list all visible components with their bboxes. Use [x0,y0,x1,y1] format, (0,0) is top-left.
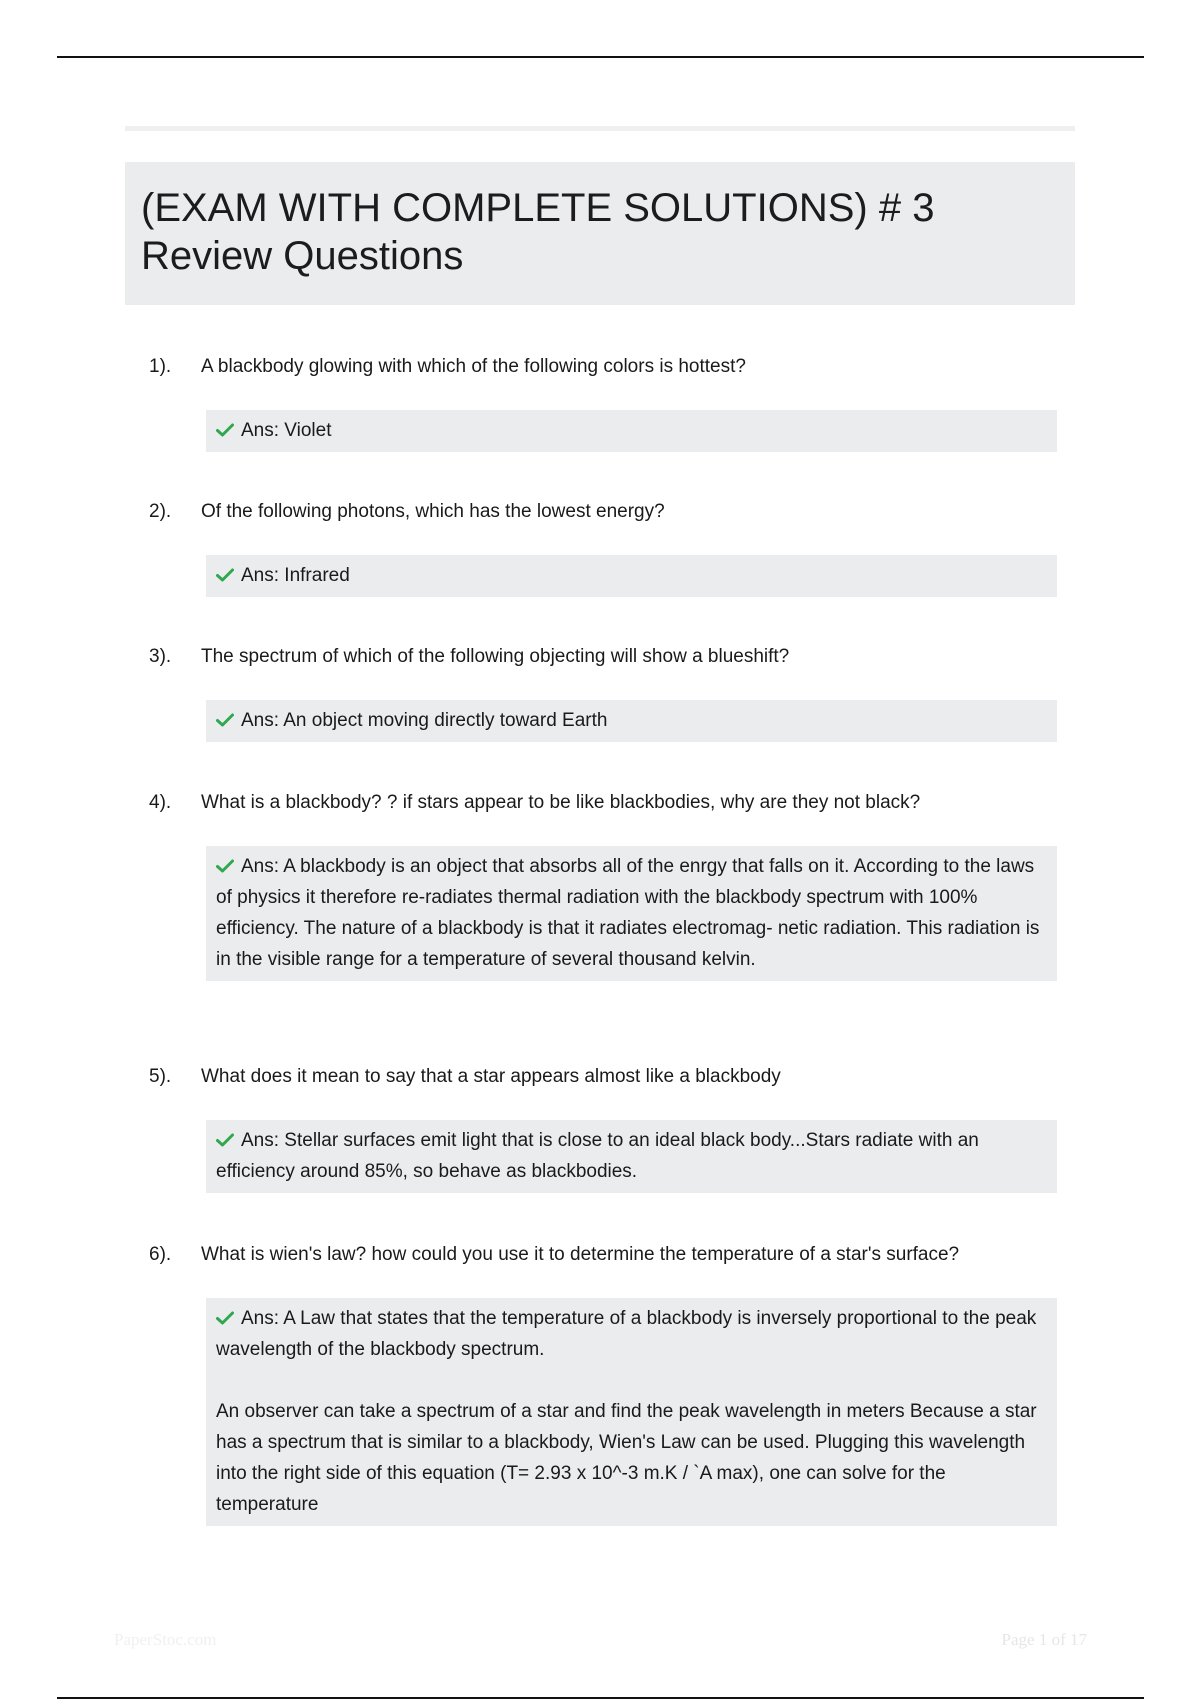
answer-box [206,410,1057,452]
question-text: What is wien's law? how could you use it to determine the temperature of a star's surface? [201,1244,960,1265]
check-icon [216,713,234,727]
answer-box [206,846,1057,981]
question-number: 2). [149,501,172,522]
page-number: Page 1 of 17 [1001,1630,1087,1649]
question-number: 5). [149,1066,172,1087]
question-number: 3). [149,646,172,667]
question-number: 6). [149,1244,172,1265]
check-icon [216,1133,234,1147]
answer-paragraph [216,415,1047,446]
footer-watermark: PaperStoc.com [114,1630,217,1649]
question-number: 4). [149,792,172,813]
page-title: (EXAM WITH COMPLETE SOLUTIONS) # 3 Review Questions [141,186,935,278]
question-text: What does it mean to say that a star appears almost like a blackbody [201,1066,781,1087]
question-text: What is a blackbody? ? if stars appear to be like blackbodies, why are they not black? [201,792,921,813]
answer-paragraph [216,851,1047,975]
answer-box [206,1120,1057,1193]
question-number: 1). [149,356,172,377]
answer-text: Ans: Infrared [241,565,350,586]
answer-text: Ans: A Law that states that the temperature of a blackbody is inversely proportional to the peak wavelength of the blackbody spectrum. [216,1308,1037,1360]
answer-text: Ans: Violet [241,420,332,441]
answer-box [206,1298,1057,1526]
answer-paragraph [216,1303,1047,1365]
question-text: Of the following photons, which has the lowest energy? [201,501,665,522]
answer-paragraph [216,1125,1047,1187]
check-icon [216,1311,234,1325]
answer-box [206,700,1057,742]
answer-paragraph [216,705,1047,736]
answer-text: Ans: A blackbody is an object that absorbs all of the enrgy that falls on it. According to the laws of physics it therefore re-radiates thermal radiation with the blackbody spectrum with 100% efficiency. The nature of a blackbody is that it radiates electromag- netic radiation. This radiation is in the visible range for a temperature of several thousand kelvin. [216,856,1040,970]
check-icon [216,859,234,873]
answer-box [206,555,1057,597]
question-text: A blackbody glowing with which of the following colors is hottest? [201,356,746,377]
question-text: The spectrum of which of the following objecting will show a blueshift? [201,646,790,667]
answer-text: Ans: An object moving directly toward Earth [241,710,608,731]
title-box [125,162,1075,305]
check-icon [216,568,234,582]
check-icon [216,423,234,437]
answer-paragraph: An observer can take a spectrum of a star and find the peak wavelength in meters Because a star has a spectrum that is similar to a blackbody, Wien's Law can be used. Plugging this wavelength into the right side of this equation (T= 2.93 x 10^-3 m.K / `A max), one can solve for the temperature [216,1401,1037,1515]
answer-text: Ans: Stellar surfaces emit light that is close to an ideal black body...Stars radiate with an efficiency around 85%, so behave as blackbodies. [216,1130,979,1182]
answer-paragraph [216,560,1047,591]
top-rule [57,56,1144,58]
header-strip [125,126,1075,131]
bottom-rule [57,1697,1144,1699]
